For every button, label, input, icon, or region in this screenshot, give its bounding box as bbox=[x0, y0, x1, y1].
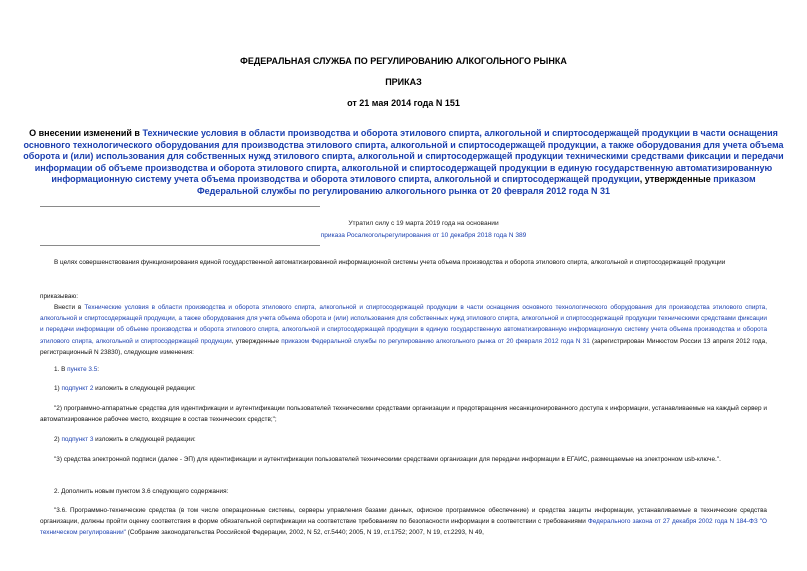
quote-3-6-text: "3.6. Программно-технические средства (в том числе операционные системы, серверы управления базами данных, офисное программное обеспечение) и средства защиты информации, устанавливаемые в технические средства организации, должны пройти оценку соответствия в форме обязательной сертификации на соответствие требованиям по безопасности информации в соответствии с требованиями bbox=[40, 507, 767, 526]
main-link-technical-conditions[interactable]: Технические условия в области производства и оборота этилового спирта, алкогольной и спиртосодержащей продукции в части оснащения основного технологического оборудования для производства этилового спирта, алкогольной и спиртосодержащей продукции, а также оборудования для учета объема оборота и (или) использования для собственных нужд этилового спирта, алкогольной и спиртосодержащей продукции техническими средствами фиксации и передачи информации об объеме производства и оборота этилового спирта, алкогольной и спиртосодержащей продукции в единую государственную автоматизированную информационную систему учета объема производства и оборота этилового спирта, алкогольной и спиртосодержащей продукции bbox=[40, 304, 767, 345]
status-note bbox=[40, 218, 807, 242]
item-1-1 bbox=[40, 383, 767, 394]
item-1-2-prefix: 2) bbox=[54, 436, 62, 443]
title-link-order-31[interactable]: приказом Федеральной службы по регулированию алкогольного рынка от 20 февраля 2012 года N 31 bbox=[196, 174, 756, 196]
link-subpoint-3[interactable]: подпункт 3 bbox=[61, 436, 94, 443]
title-prefix: О внесении изменений в bbox=[29, 128, 143, 138]
intro-paragraph: В целях совершенствования функционирования единой государственной автоматизированной информационной системы учета объема производства и оборота этилового спирта, алкогольной и спиртосодержащей продукции bbox=[54, 259, 726, 266]
title-link-technical-conditions[interactable]: Технические условия в области производства и оборота этилового спирта, алкогольной и спиртосодержащей продукции в части оснащения основного технологического оборудования для производства этилового спирта, алкогольной и спиртосодержащей продукции, а также оборудования для учета объема оборота и (или) использования для собственных нужд этилового спирта, алкогольной и спиртосодержащей продукции техническими средствами фиксации и передачи информации об объеме производства и оборота этилового спирта, алкогольной и спиртосодержащей продукции в единую государственную автоматизированную информационную систему учета объема производства и оборота этилового спирта, алкогольной и спиртосодержащей продукции bbox=[23, 128, 784, 185]
status-note-text: Утратил силу с 19 марта 2019 года на основании bbox=[348, 220, 499, 227]
item-1 bbox=[40, 364, 767, 375]
quote-3-6-tail: (Собрание законодательства Российской Федерации, 2002, N 52, ст.5440; 2005, N 19, ст.1752; 2007, N 19, ст.2293, N 49, bbox=[125, 529, 484, 537]
item-2: 2. Дополнить новым пунктом 3.6 следующего содержания: bbox=[54, 488, 229, 495]
prikazyvayu-label: приказываю: bbox=[40, 293, 78, 300]
link-federal-law-184[interactable]: Федерального закона от 27 декабря 2002 года N 184-ФЗ bbox=[587, 518, 758, 526]
item-1-prefix: 1. В bbox=[54, 366, 68, 373]
item-1-1-prefix: 1) bbox=[54, 385, 62, 392]
item-1-suffix: : bbox=[97, 366, 100, 373]
link-technical-regulation[interactable]: "О техническом регулировании" bbox=[40, 518, 767, 537]
divider-bottom bbox=[40, 245, 320, 246]
document-title bbox=[20, 128, 787, 198]
item-1-1-suffix: изложить в следующей редакции: bbox=[93, 385, 196, 392]
main-suffix: (зарегистрирован Минюстом России 13 апреля 2012 года, регистрационный N 23830), следующие изменения: bbox=[40, 337, 767, 356]
quote-subpoint-3: "3) средства электронной подписи (далее - ЭП) для идентификации и аутентификации пользователей техническими средствами организации для передачи информации в ЕГАИС, размещаемые на электронном usb-ключе.". bbox=[54, 456, 721, 463]
title-middle: , утвержденные bbox=[639, 174, 714, 185]
divider-top bbox=[40, 206, 320, 207]
quote-point-3-6 bbox=[40, 505, 767, 539]
document-type: ПРИКАЗ bbox=[385, 77, 422, 87]
main-prefix: Внести в bbox=[54, 304, 85, 311]
quote-subpoint-2: "2) программно-аппаратные средства для идентификации и аутентификации пользователей техническими средствами организации и предотвращения несанкционированного доступа к информации, устанавливаемые на каждый сервер и автоматизированное рабочее место, входящие в состав технических средств;"; bbox=[40, 405, 767, 424]
item-1-2 bbox=[40, 434, 767, 445]
status-note-link[interactable]: приказа Росалкогольрегулирования от 10 декабря 2018 года N 389 bbox=[320, 232, 527, 239]
organization-name: ФЕДЕРАЛЬНАЯ СЛУЖБА ПО РЕГУЛИРОВАНИЮ АЛКОГОЛЬНОГО РЫНКА bbox=[240, 56, 567, 66]
main-link-order-31[interactable]: приказом Федеральной службы по регулированию алкогольного рынка от 20 февраля 2012 года N 31 bbox=[281, 337, 590, 345]
main-paragraph bbox=[40, 302, 767, 358]
document-date: от 21 мая 2014 года N 151 bbox=[347, 98, 460, 108]
main-mid: , утвержденные bbox=[231, 337, 282, 345]
link-subpoint-2[interactable]: подпункт 2 bbox=[61, 385, 94, 392]
link-point-3-5[interactable]: пункте 3.5 bbox=[67, 366, 98, 373]
item-1-2-suffix: изложить в следующей редакции: bbox=[93, 436, 196, 443]
